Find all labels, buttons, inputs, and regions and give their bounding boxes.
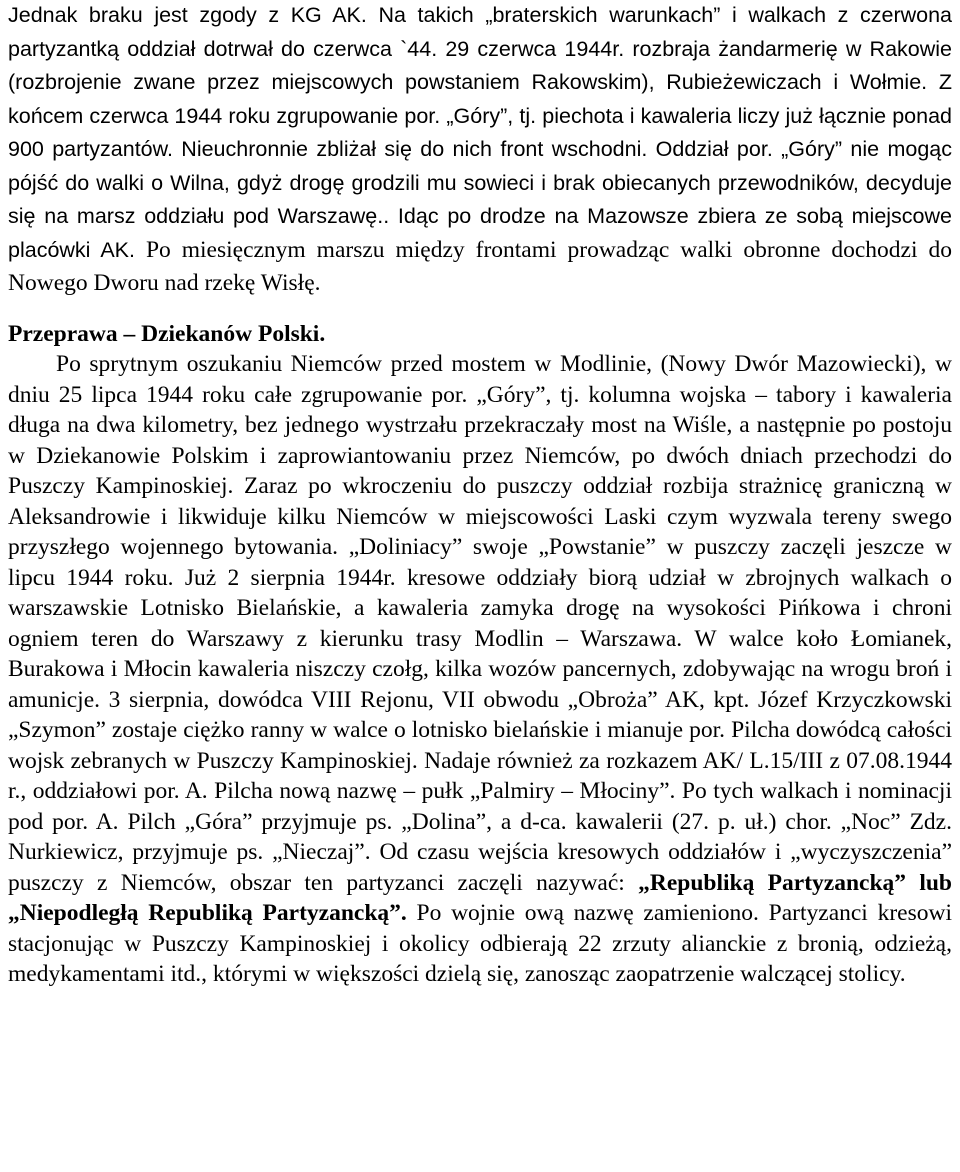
paragraph-march <box>8 0 952 302</box>
paragraph-march-tail: Po miesięcznym marszu między frontami prowadząc walki obronne dochodzi do Nowego Dworu nad rzekę Wisłę. <box>8 236 952 296</box>
document-page <box>8 0 952 990</box>
paragraph-crossing-text: Po sprytnym oszukaniu Niemców przed mostem w Modlinie, (Nowy Dwór Mazowiecki), w dniu 25 lipca 1944 roku całe zgrupowanie por. „Góry”, tj. kolumna wojska – tabory i kawaleria długa na dwa kilometry, bez jednego wystrzału przekraczały most na Wiśle, a następnie po postoju w Dziekanowie Polskim i zaprowiantowaniu przez Niemców, po dwóch dniach przechodzi do Puszczy Kampinoskiej. Zaraz po wkroczeniu do puszczy oddział rozbija strażnicę graniczną w Aleksandrowie i likwiduje kilku Niemców w miejscowości Laski czym wyzwala tereny swego przyszłego wojennego bytowania. „Doliniacy” swoje „Powstanie” w puszczy zaczęli jeszcze w lipcu 1944 roku. Już 2 sierpnia 1944r. kresowe oddziały biorą udział w zbrojnych walkach o warszawskie Lotnisko Bielańskie, a kawaleria zamyka drogę na wysokości Pińkowa i chroni ogniem teren do Warszawy z kierunku trasy Modlin – Warszawa. W walce koło Łomianek, Burakowa i Młocin kawaleria niszczy czołg, kilka wozów pancernych, zdobywając na wrogu broń i amunicje. 3 sierpnia, dowódca VIII Rejonu, VII obwodu „Obroża” AK, kpt. Józef Krzyczkowski „Szymon” zostaje ciężko ranny w walce o lotnisko bielańskie i mianuje por. Pilcha dowódcą całości wojsk zebranych w Puszczy Kampinoskiej. Nadaje również za rozkazem AK/ L.15/III z 07.08.1944 r., oddziałowi por. A. Pilcha nową nazwę – pułk „Palmiry – Młociny”. Po tych walkach i nominacji pod por. A. Pilch „Góra” przyjmuje ps. „Dolina”, a d-ca. kawalerii (27. p. uł.) chor. „Noc” Zdz. Nurkiewicz, przyjmuje ps. „Nieczaj”. Od czasu wejścia kresowych oddziałów i „wyczyszczenia” puszczy z Niemców, obszar ten partyzanci zaczęli nazywać: <box>8 351 952 896</box>
paragraph-march-text: Jednak braku jest zgody z KG AK. Na takich „braterskich warunkach” i walkach z czerwona partyzantką oddział dotrwał do czerwca `44. 29 czerwca 1944r. rozbraja żandarmerię w Rakowie (rozbrojenie zwane przez miejscowych powstaniem Rakowskim), Rubieżewiczach i Wołmie. Z końcem czerwca 1944 roku zgrupowanie por. „Góry”, tj. piechota i kawaleria liczy już łącznie ponad 900 partyzantów. Nieuchronnie zbliżał się do nich front wschodni. Oddział por. „Góry” nie mogąc pójść do walki o Wilna, gdyż drogę grodzili mu sowieci i brak obiecanych przewodników, decyduje się na marsz oddziału pod Warszawę.. Idąc po drodze na Mazowsze zbiera ze sobą miejscowe placówki AK. <box>8 3 952 262</box>
section-heading: Przeprawa – Dziekanów Polski. <box>8 320 326 347</box>
paragraph-crossing-end: Po wojnie ową nazwę zamieniono. Partyzanci kresowi stacjonując w Puszczy Kampinoskiej i okolicy odbierają 22 zrzuty alianckie z bronią, odzieżą, medykamentami itd., którymi w większości dzielą się, zanosząc zaopatrzenie walczącej stolicy. <box>8 900 952 987</box>
paragraph-crossing <box>8 349 952 990</box>
paragraph-crossing-bold: „Republiką Partyzancką” lub „Niepodległą Republiką Partyzancką”. <box>8 869 952 926</box>
